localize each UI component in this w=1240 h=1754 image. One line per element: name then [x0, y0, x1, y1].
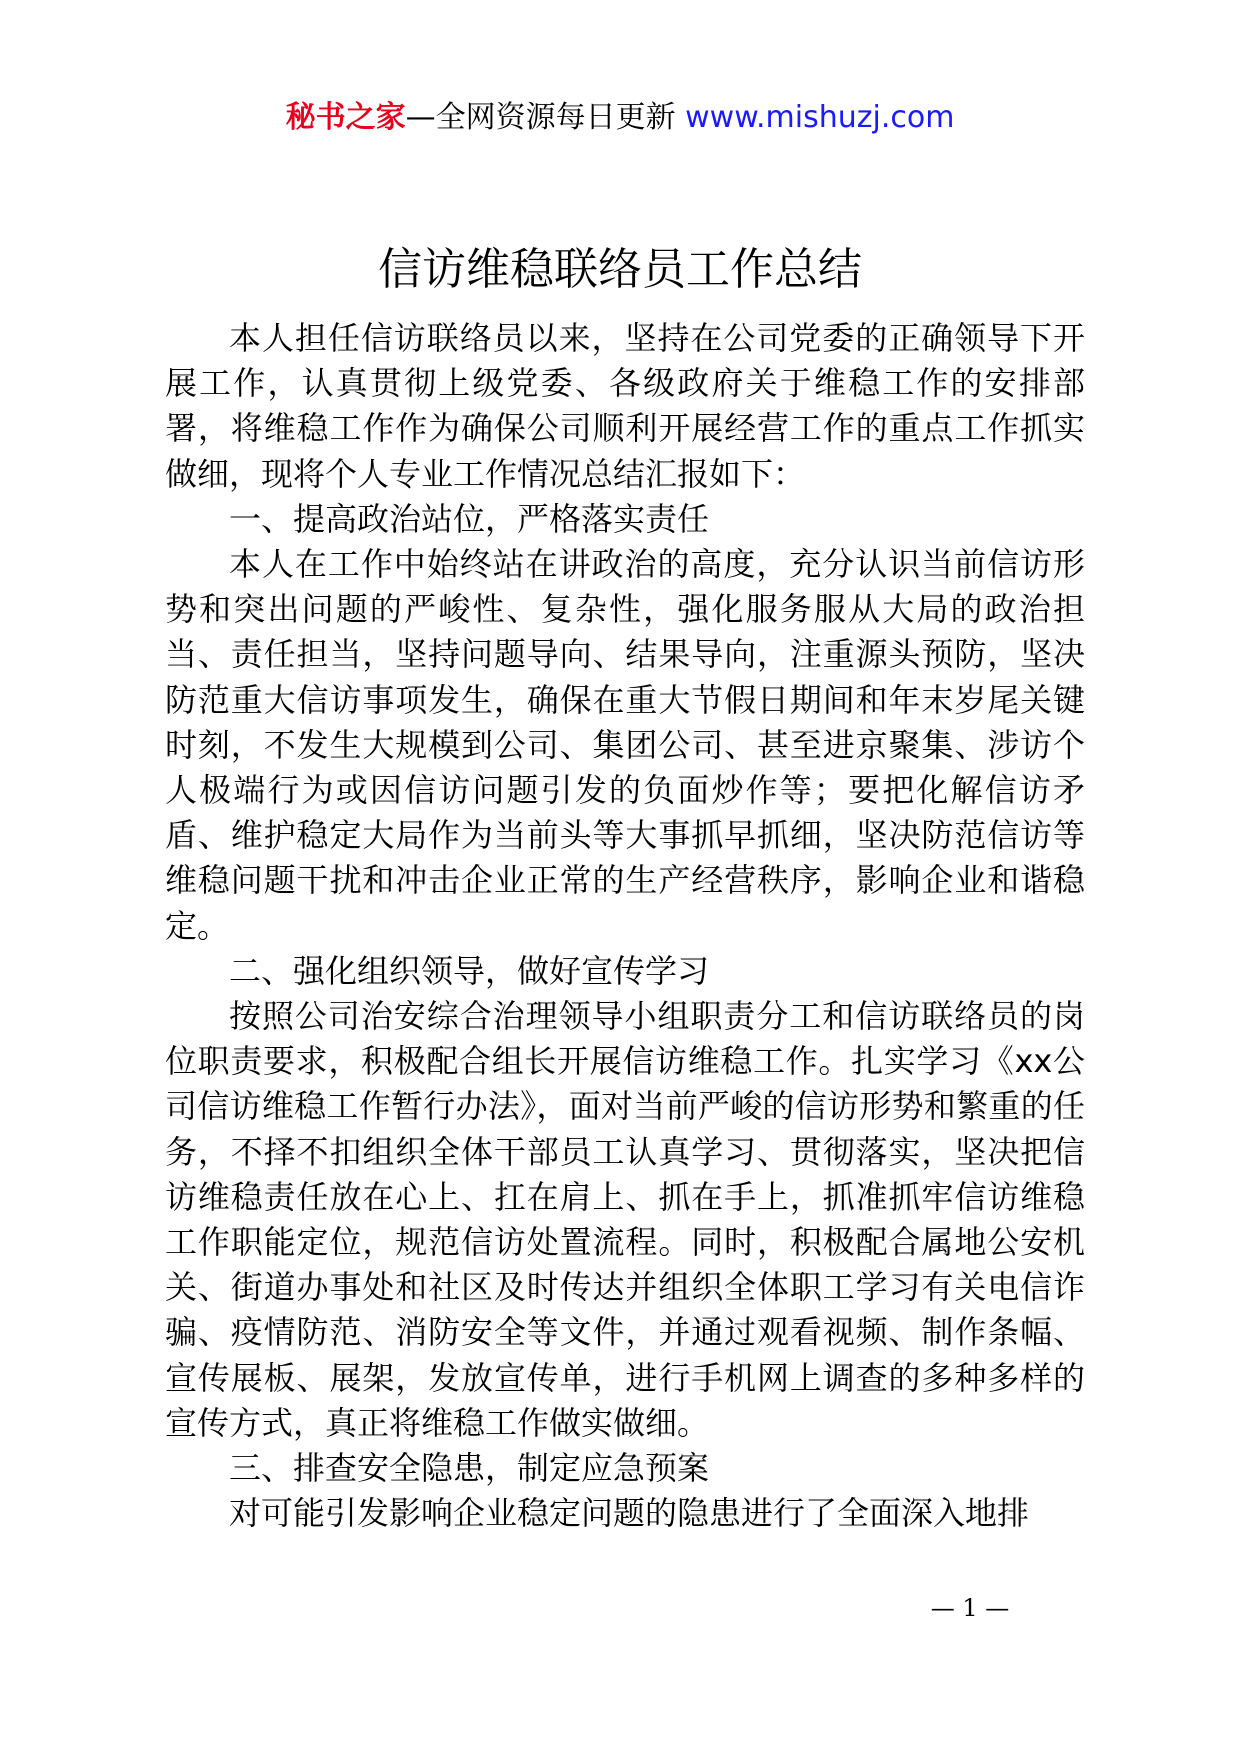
section-heading-3: 三、排查安全隐患，制定应急预案 [229, 1449, 710, 1488]
document-body [165, 316, 1085, 1536]
section-heading-2: 二、强化组织领导，做好宣传学习 [229, 951, 710, 990]
intro-paragraph: 本人担任信访联络员以来，坚持在公司党委的正确领导下开展工作，认真贯彻上级党委、各级政府关于维稳工作的安排部署，将维稳工作作为确保公司顺利开展经营工作的重点工作抓实做细，现将个人专业工作情况总结汇报如下： [165, 319, 1085, 493]
page-number: — 1 — [930, 1594, 1010, 1622]
site-header [0, 98, 1240, 138]
section-2-paragraph: 按照公司治安综合治理领导小组职责分工和信访联络员的岗位职责要求，积极配合组长开展信访维稳工作。扎实学习《xx公司信访维稳工作暂行办法》，面对当前严峻的信访形势和繁重的任务，不择不扣组织全体干部员工认真学习、贯彻落实，坚决把信访维稳责任放在心上、扛在肩上、抓在手上，抓准抓牢信访维稳工作职能定位，规范信访处置流程。同时，积极配合属地公安机关、街道办事处和社区及时传达并组织全体职工学习有关电信诈骗、疫情防范、消防安全等文件，并通过观看视频、制作条幅、宣传展板、展架，发放宣传单，进行手机网上调查的多种多样的宣传方式，真正将维稳工作做实做细。 [165, 997, 1085, 1442]
section-1-paragraph: 本人在工作中始终站在讲政治的高度，充分认识当前信访形势和突出问题的严峻性、复杂性，强化服务服从大局的政治担当、责任担当，坚持问题导向、结果导向，注重源头预防，坚决防范重大信访事项发生，确保在重大节假日期间和年末岁尾关键时刻，不发生大规模到公司、集团公司、甚至进京聚集、涉访个人极端行为或因信访问题引发的负面炒作等；要把化解信访矛盾、维护稳定大局作为当前头等大事抓早抓细，坚决防范信访等维稳问题干扰和冲击企业正常的生产经营秩序，影响企业和谐稳定。 [165, 545, 1085, 945]
site-url-link[interactable]: www.mishuzj.com [685, 100, 955, 135]
section-3-paragraph: 对可能引发影响企业稳定问题的隐患进行了全面深入地排 [229, 1494, 1030, 1533]
document-title: 信访维稳联络员工作总结 [378, 244, 862, 295]
section-heading-1: 一、提高政治站位，严格落实责任 [229, 499, 710, 538]
brand-name: 秘书之家 [285, 100, 406, 135]
header-tagline: —全网资源每日更新 [405, 100, 686, 135]
